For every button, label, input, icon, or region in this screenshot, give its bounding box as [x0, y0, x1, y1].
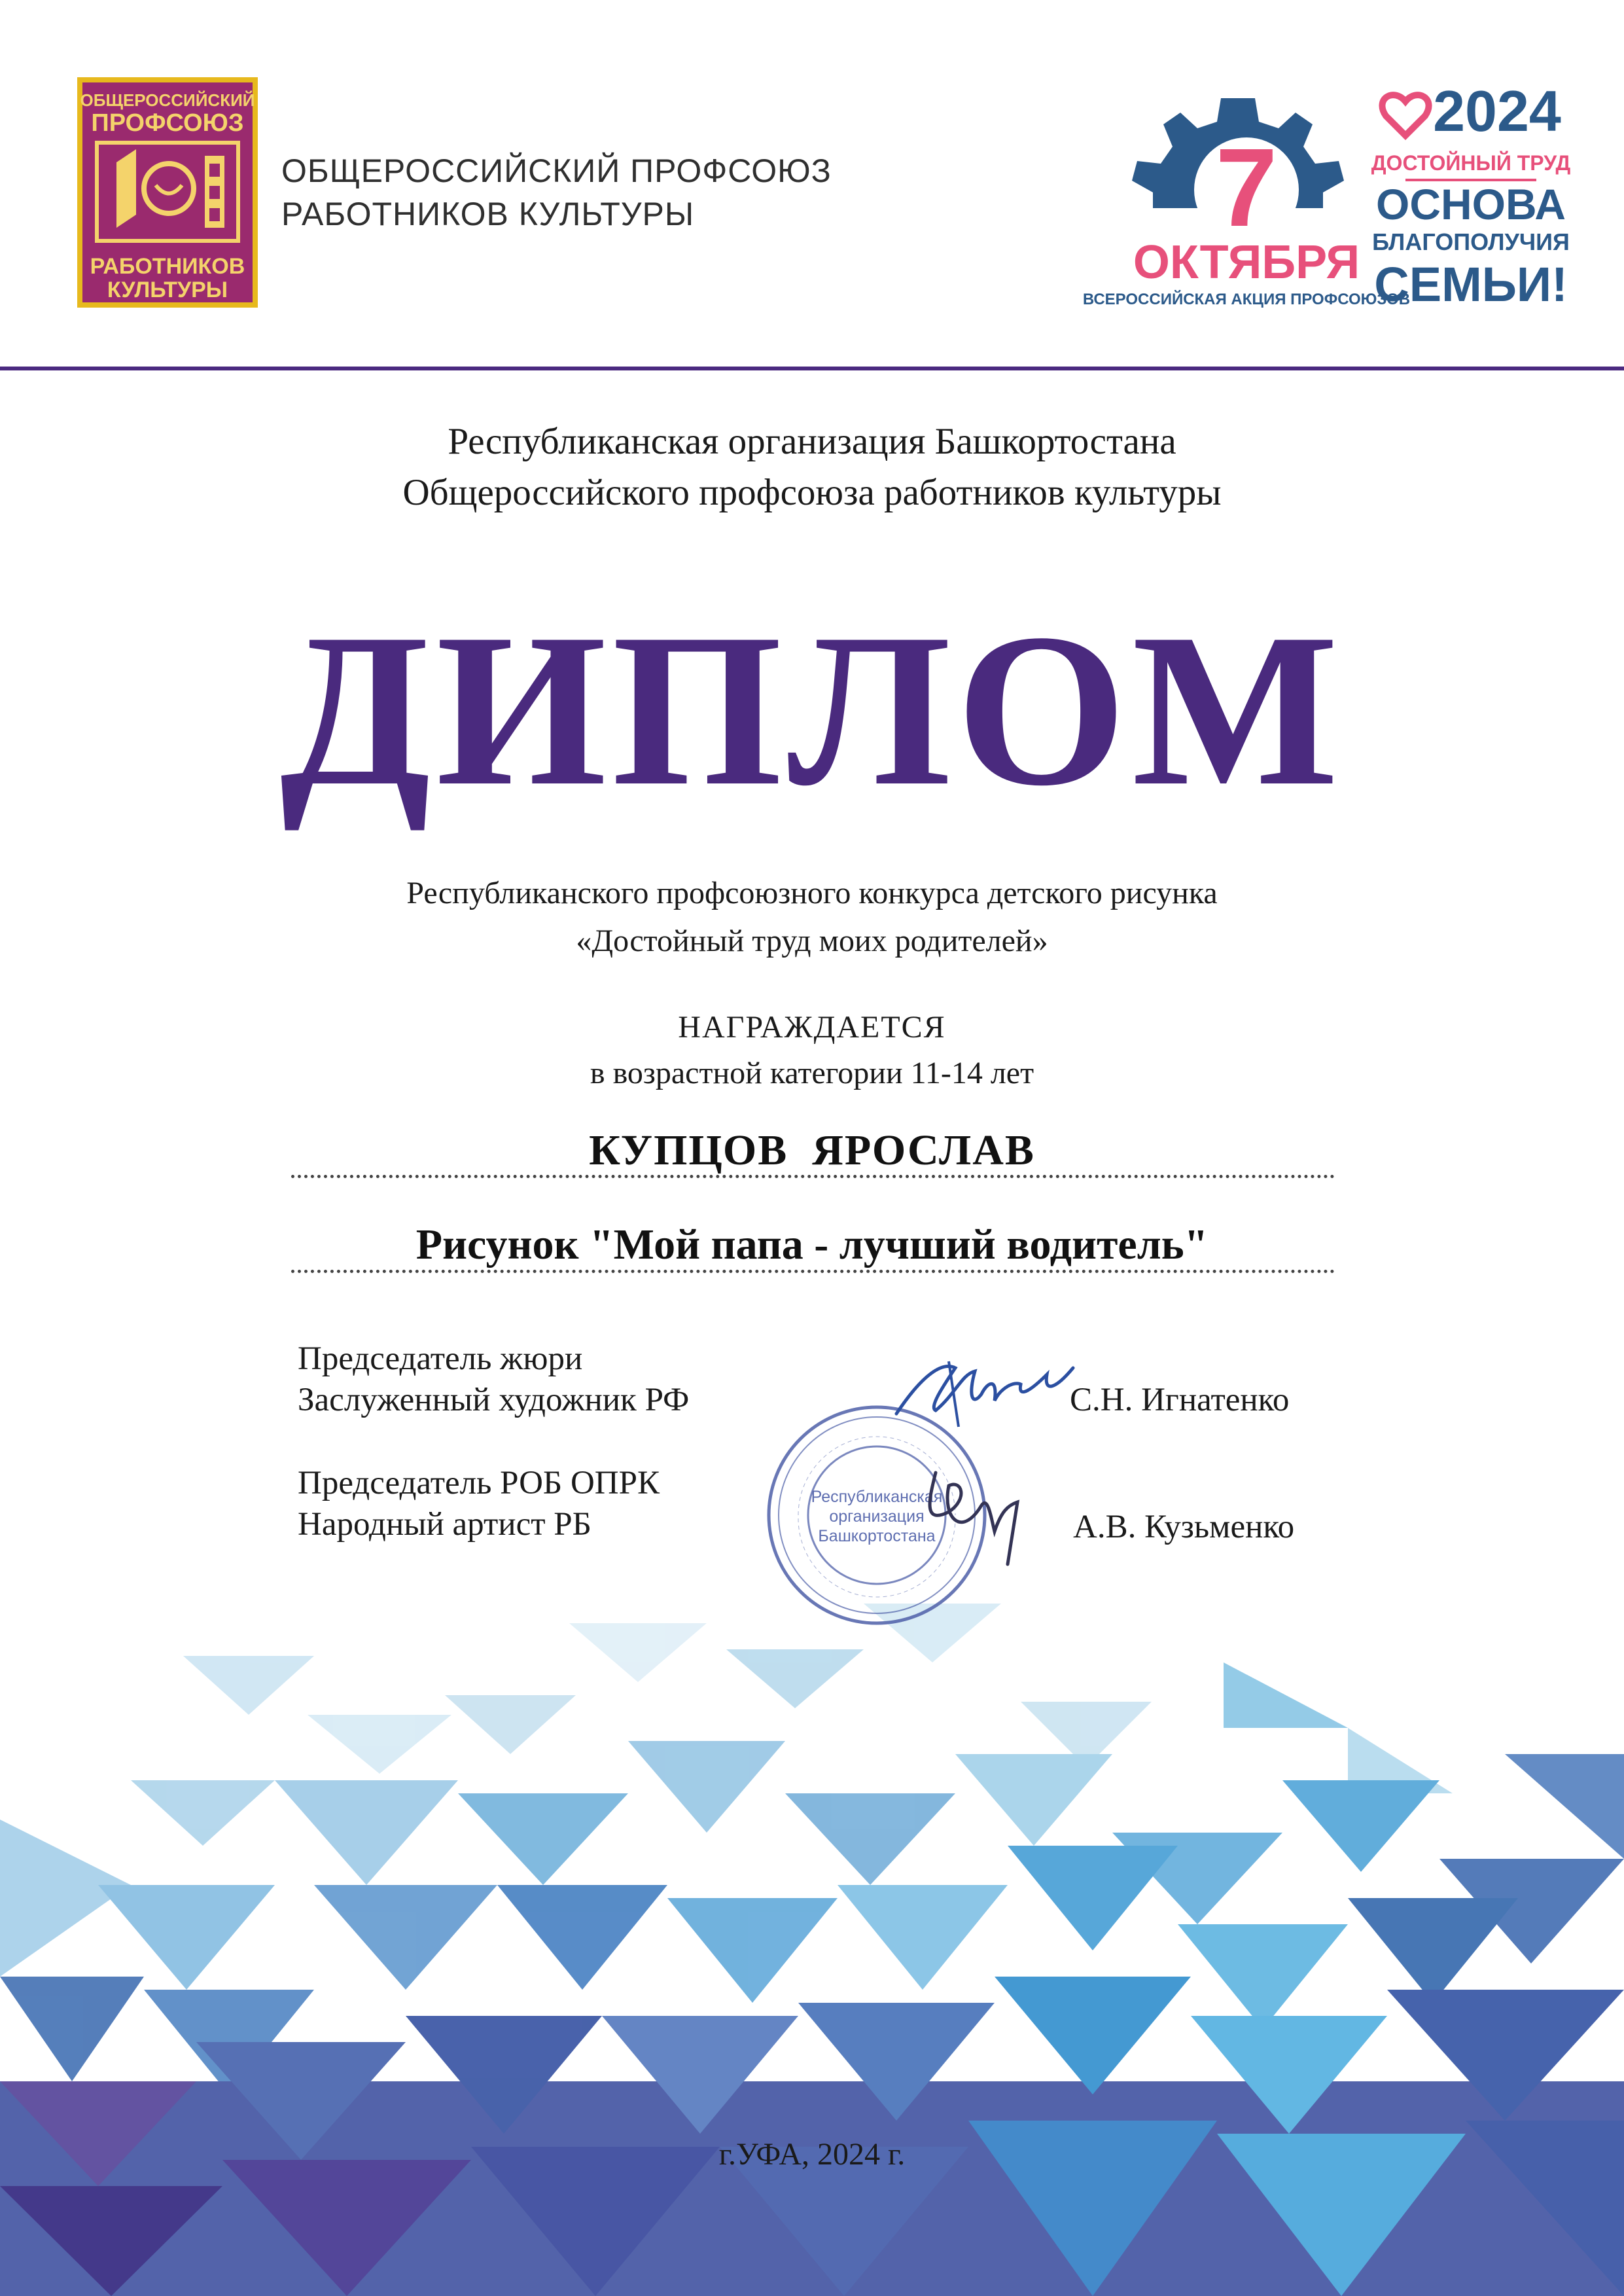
stamp-text-2: организация — [829, 1507, 925, 1526]
campaign-caption: ВСЕРОССИЙСКАЯ АКЦИЯ ПРОФСОЮЗОВ — [1082, 291, 1411, 308]
signatory2-name: А.В. Кузьменко — [1073, 1509, 1295, 1545]
campaign-year: 2024 — [1433, 79, 1561, 143]
artwork-title: Рисунок "Мой папа - лучший водитель" — [415, 1221, 1209, 1268]
logo-text-4: КУЛЬТУРЫ — [107, 278, 228, 302]
campaign-motto-2: ОСНОВА — [1375, 180, 1566, 228]
place-and-date: г.УФА, 2024 г. — [718, 2137, 906, 2172]
campaign-motto-4: СЕМЬИ! — [1374, 257, 1568, 312]
diploma-title: ДИПЛОМ — [279, 588, 1344, 831]
stamp-text-1: Республиканская — [811, 1488, 943, 1506]
organization-line2: Общероссийского профсоюза работников культуры — [402, 472, 1222, 513]
signatory2-title-line1: Председатель РОБ ОПРК — [298, 1465, 660, 1501]
signatory1-title-line2: Заслуженный художник РФ — [298, 1382, 690, 1418]
signature-1 — [883, 1348, 1080, 1433]
union-name-line2: РАБОТНИКОВ КУЛЬТУРЫ — [281, 196, 695, 232]
logo-text-1: ОБЩЕРОССИЙСКИЙ — [80, 90, 255, 110]
union-logo — [77, 77, 258, 308]
union-name — [281, 149, 832, 236]
signatory1-title-line1: Председатель жюри — [298, 1340, 583, 1377]
awarded-label: НАГРАЖДАЕТСЯ — [678, 1010, 946, 1045]
awardee-dotted-line — [291, 1175, 1335, 1178]
signatory1-name: С.Н. Игнатенко — [1070, 1382, 1290, 1418]
artwork-dotted-line — [291, 1270, 1335, 1273]
age-category: в возрастной категории 11-14 лет — [590, 1056, 1034, 1090]
campaign-2024-logo — [1371, 72, 1571, 314]
organization-line1: Республиканская организация Башкортостана — [448, 421, 1176, 462]
stamp-text-3: Башкортостана — [818, 1527, 936, 1545]
signatory2-title-line2: Народный артист РБ — [298, 1506, 591, 1543]
campaign-day: 7 — [1215, 126, 1278, 250]
heart-icon — [1382, 95, 1428, 135]
campaign-month: ОКТЯБРЯ — [1133, 236, 1360, 289]
october-7-gear-logo — [1082, 85, 1411, 311]
signature-2 — [909, 1460, 1040, 1571]
header-divider — [0, 367, 1624, 370]
contest-line1: Республиканского профсоюзного конкурса детского рисунка — [406, 876, 1218, 910]
union-name-line1: ОБЩЕРОССИЙСКИЙ ПРОФСОЮЗ — [281, 152, 832, 189]
campaign-motto-1: ДОСТОЙНЫЙ ТРУД — [1371, 151, 1571, 175]
logo-text-3: РАБОТНИКОВ — [90, 254, 245, 279]
contest-line2: «Достойный труд моих родителей» — [576, 924, 1048, 958]
campaign-motto-3: БЛАГОПОЛУЧИЯ — [1372, 228, 1570, 255]
geometric-background — [0, 1584, 1624, 2296]
logo-text-2: ПРОФСОЮЗ — [91, 109, 244, 137]
awardee-name: КУПЦОВ ЯРОСЛАВ — [589, 1126, 1035, 1174]
